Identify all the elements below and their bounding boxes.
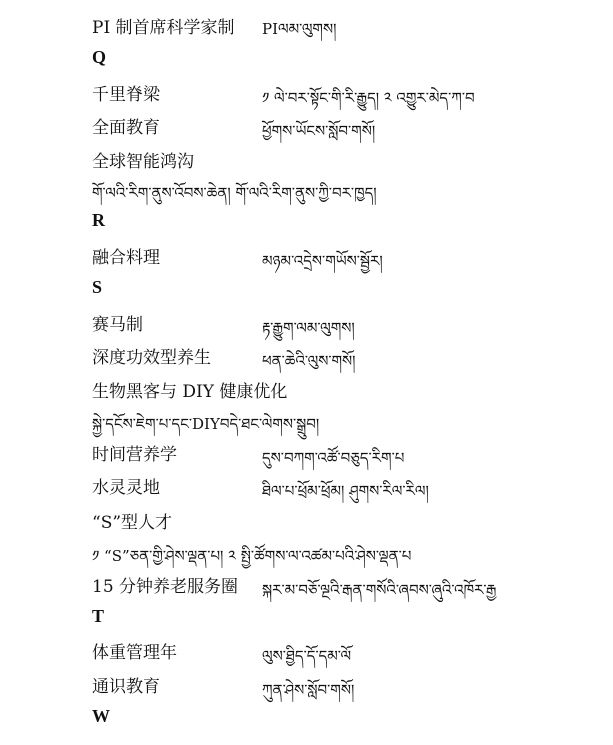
- term-zh-general-education: 通识教育: [92, 677, 160, 697]
- term-bo-horse-race-system: རྟ་རྒྱུག་ལམ་ལུགས།: [262, 319, 355, 337]
- term-zh-weight-management-year: 体重管理年: [92, 643, 177, 663]
- term-zh-fusion-cuisine: 融合料理: [92, 248, 160, 268]
- term-zh-watery-fresh: 水灵灵地: [92, 478, 160, 498]
- section-letter-r: R: [92, 210, 105, 230]
- term-zh-s-type-talent: “S”型人才: [92, 513, 173, 533]
- term-zh-ai-divide: 全球智能鸿沟: [92, 152, 194, 172]
- term-bo-biohacking: སྐྱེ་དངོས་ཇེག་པ་དང་DIYབདེ་ཐང་ལེགས་སྒྲུབ།: [92, 415, 320, 433]
- term-bo-weight-management-year: ལུས་ཐྱིད་དོ་དམ་ལོ: [262, 647, 352, 665]
- term-zh-backbone: 千里脊梁: [92, 85, 160, 105]
- term-bo-holistic-education: ཕྱོགས་ཡོངས་སློབ་གསོ།: [262, 122, 376, 140]
- term-bo-s-type-talent: ༡ “S”ཅན་གྱི་ཤེས་ལྡན་པ། ༢ སྤྱི་ཚོགས་ལ་འཚམ་པའི་ཤེས་ལྡན་པ: [92, 547, 412, 565]
- term-zh-biohacking: 生物黑客与 DIY 健康优化: [92, 382, 288, 402]
- term-zh-15min-elderly-care: 15 分钟养老服务圈: [92, 577, 239, 597]
- term-bo-ai-divide: གོ་ལའི་རིག་ནུས་འོབས་ཆེན། གོ་ལའི་རིག་ནུས་ཀྱི་བར་ཁྱད།: [92, 184, 377, 202]
- term-zh-chrononutrition: 时间营养学: [92, 445, 177, 465]
- section-letter-s: S: [92, 277, 103, 297]
- term-bo-chrononutrition: དུས་བཀག་འཚོ་བཅུད་རིག་པ: [262, 449, 405, 467]
- term-bo-15min-elderly-care: སྐར་མ་བཅོ་ལྔའི་རྒན་གསོའི་ཞབས་ཞུའི་འཁོར་རྒྱ: [262, 581, 497, 599]
- term-bo-backbone: ༡ ལེ་བར་སྟོང་གི་རི་རྒྱུད། ༢ འགྱུར་མེད་ཀ་བ: [262, 89, 475, 107]
- term-bo-pi-system: PIལམ་ལུགས།: [262, 20, 337, 38]
- term-bo-watery-fresh: ཐིལ་པ་ཕྲོམ་ཕྲོམ། ཤུགས་རིལ་རིལ།: [262, 482, 429, 500]
- term-bo-general-education: ཀུན་ཤེས་སློབ་གསོ།: [262, 681, 355, 699]
- term-zh-holistic-education: 全面教育: [92, 118, 160, 138]
- section-letter-q: Q: [92, 47, 107, 67]
- term-bo-deep-wellness: ཕན་ཆེའི་ལུས་གསོ།: [262, 352, 356, 370]
- term-zh-pi-system: PI 制首席科学家制: [92, 18, 235, 38]
- term-bo-fusion-cuisine: མཉམ་འདྲེས་གཡོས་སྦྱོར།: [262, 252, 383, 270]
- section-letter-w: W: [92, 706, 110, 726]
- section-letter-t: T: [92, 606, 105, 626]
- term-zh-horse-race-system: 赛马制: [92, 315, 143, 335]
- term-zh-deep-wellness: 深度功效型养生: [92, 348, 211, 368]
